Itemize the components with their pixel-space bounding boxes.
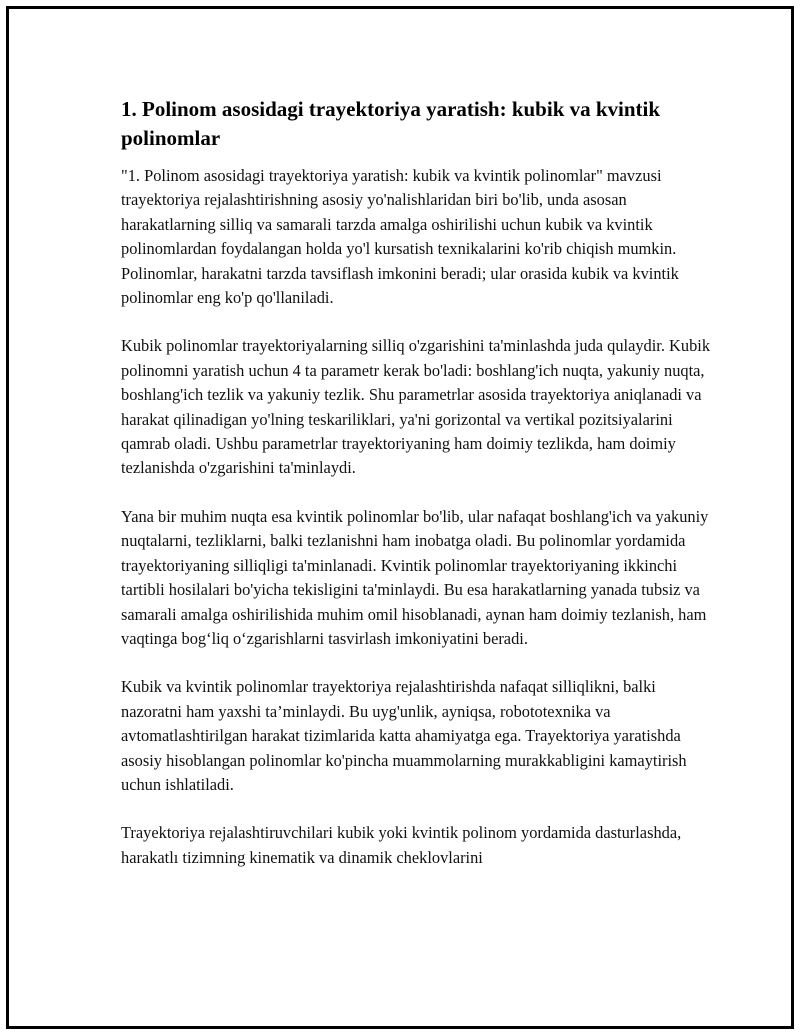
paragraph-planners: Trayektoriya rejalashtiruvchilari kubik yoki kvintik polinom yordamida dasturlashda, harakatlı tizimning kinematik va dinamik cheklovlarini	[121, 823, 682, 867]
document-body	[121, 95, 711, 894]
paragraph-comparison: Kubik va kvintik polinomlar trayektoriya rejalashtirishda nafaqat silliqlikni, balki nazoratni ham yaxshi ta’minlaydi. Bu uyg'unlik, ayniqsa, robototexnika va avtomatlashtirilgan harakat tizimlarida katta ahamiyatga ega. Trayektoriya yaratishda asosiy hisoblangan polinomlar ko'pincha muammolarning murakkabligini kamaytirish uchun ishlatiladi.	[121, 677, 687, 794]
paragraph-quintic: Yana bir muhim nuqta esa kvintik polinomlar bo'lib, ular nafaqat boshlang'ich va yakuniy nuqtalarni, tezliklarni, balki tezlanishni ham inobatga oladi. Bu polinomlar yordamida trayektoriyaning silliqligi ta'minlanadi. Kvintik polinomlar trayektoriyaning ikkinchi tartibli hosilalari bo'yicha tekisligini ta'minlaydi. Bu esa harakatlarning yanada tubsiz va samarali amalga oshirilishida muhim omil hisoblanadi, aynan ham doimiy tezlanish, ham vaqtinga bog‘liq o‘zgarishlarni tasvirlash imkoniyatini beradi.	[121, 506, 709, 648]
document-title: 1. Polinom asosidagi trayektoriya yaratish: kubik va kvintik polinomlar	[121, 97, 661, 150]
paragraph-intro: "1. Polinom asosidagi trayektoriya yaratish: kubik va kvintik polinomlar" mavzusi trayektoriya rejalashtirishning asosiy yo'nalishlaridan biri bo'lib, unda asosan harakatlarning silliq va samarali tarzda amalga oshirilishi uchun kubik va kvintik polinomlardan foydalangan holda yo'l kursatish texnikalarini ko'rib chiqish mumkin. Polinomlar, harakatni tarzda tavsiflash imkonini beradi; ular orasida kubik va kvintik polinomlar eng ko'p qo'llaniladi.	[121, 166, 679, 308]
paragraph-cubic: Kubik polinomlar trayektoriyalarning silliq o'zgarishini ta'minlashda juda qulaydir. Kubik polinomni yaratish uchun 4 ta parametr kerak bo'ladi: boshlang'ich nuqta, yakuniy nuqta, boshlang'ich tezlik va yakuniy tezlik. Shu parametrlar asosida trayektoriya aniqlanadi va harakat qilinadigan yo'lning teskariliklari, ya'ni gorizontal va vertikal pozitsiyalarini qamrab oladi. Ushbu parametrlar trayektoriyaning ham doimiy tezlikda, ham doimiy tezlanishda o'zgarishini ta'minlaydi.	[121, 336, 711, 478]
page-frame	[6, 6, 794, 1029]
